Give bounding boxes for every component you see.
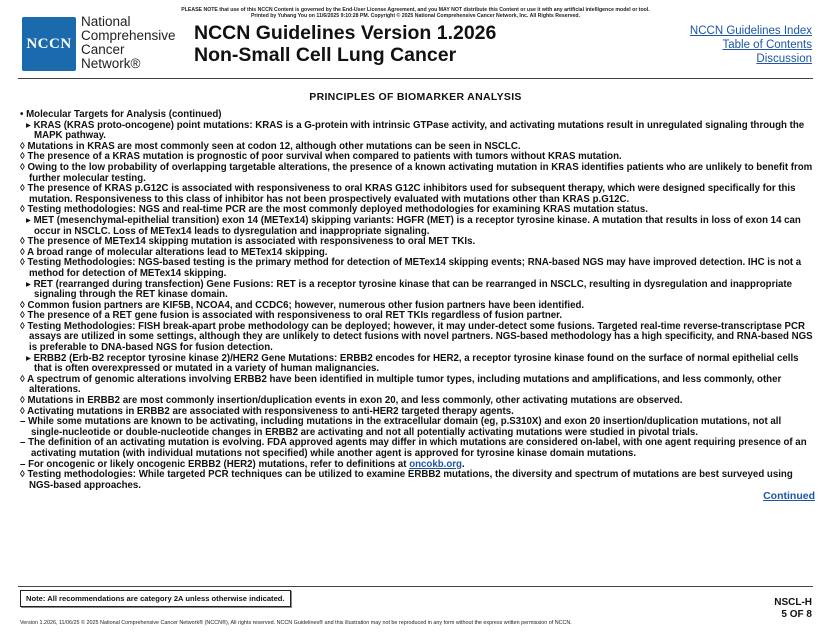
list-item: ◊ The presence of KRAS p.G12C is associated with responsiveness to oral KRAS G12C inhibitors used for subsequent therapy, which were designed specifically for this mutation. Responsiveness to this class of inhibitor has not been prospectively evaluated with mutations other than KRAS p.G12C. [20,183,796,205]
copyright-footer: Version 1.2026, 11/06/25 © 2025 National Comprehensive Cancer Network® (NCCN®), All rights reserved. NCCN Guidelines® and this illustration may not be reproduced in any form without the express written permission of NCCN. [20,620,572,626]
kras-item-text: The presence of KRAS p.G12C is associated with responsiveness to oral KRAS G12C inhibitors used for subsequent therapy, which were designed specifically for this mutation. Responsiveness to this class of inhibitor has not been prospectively evaluated with mutations other than KRAS p.G12C. [27,183,796,205]
ret-item-text: Common fusion partners are KIF5B, NCOA4, and CCDC6; however, numerous other fusion partners have been identified. [27,299,585,311]
met-item-text: The presence of METex14 skipping mutation is associated with responsiveness to oral MET TKIs. [27,236,476,248]
list-item: ◊ Mutations in KRAS are most commonly seen at codon 12, although other mutations can be seen in NSCLC. [20,140,521,152]
erbb2-item-text: Mutations in ERBB2 are most commonly insertion/duplication events in exon 20, and less commonly, other activating mutations are observed. [27,395,683,407]
list-item: – While some mutations are known to be activating, including mutations in the extracellular domain (eg, p.S310X) and exon 20 insertion/duplication mutations, not all single-nucleotide or double-nucleotide changes in ERBB2 are activating and not all potentially activating mutations were studied in pivotal trials. [20,416,782,438]
footer-divider [18,586,813,587]
list-item: ◊ Mutations in ERBB2 are most commonly insertion/duplication events in exon 20, and less commonly, other activating mutations are observed. [20,395,683,407]
erbb2-intro: ▸ ERBB2 (Erb-B2 receptor tyrosine kinase 2)/HER2 Gene Mutations: ERBB2 encodes for HER2, a receptor tyrosine kinase found on the surface of normal epithelial cells that is often overexpressed or mutated in a variety of human malignancies. [26,352,799,375]
document-title [194,22,496,66]
guideline-version: NCCN Guidelines Version 1.2026 [194,22,497,44]
erbb2-subitem-text: The definition of an activating mutation is evolving. FDA approved agents may differ in which mutations are considered on-label, with one agent requiring presence of an activating mutation (with individual mutations not specified) while another agent is approved for tyrosine kinase domain mutations. [28,437,807,459]
met-intro-text: MET (mesenchymal-epithelial transition) exon 14 (METex14) skipping variants: HGFR (MET) is a receptor tyrosine kinase. A mutation that results in loss of exon 14 can occur in NSCLC. Loss of METex14 leads to dysregulation and inappropriate signaling. [33,214,801,237]
nccn-logo [22,17,76,71]
list-item: ◊ Owing to the low probability of overlapping targetable alterations, the presence of a known activating mutation in KRAS identifies patients who are unlikely to benefit from further molecular testing. [20,161,813,184]
list-item: ◊ Testing Methodologies: NGS-based testing is the primary method for detection of METex14 skipping events; RNA-based NGS may have improved detection. IHC is not a method for detection of METex14 skipping. [20,257,802,279]
page-count: 5 OF 8 [781,609,812,620]
continued-link[interactable]: Continued [763,490,815,503]
ret-intro-text: RET (rearranged during transfection) Gene Fusions: RET is a receptor tyrosine kinase that can be rearranged in NSCLC, resulting in dysregulation and inappropriate signaling through the RET kinase domain. [33,278,793,301]
logo-line: National [81,14,131,29]
navigation-links [690,24,812,66]
erbb2-item-text: A spectrum of genomic alterations involving ERBB2 have been identified in multiple tumor types, including mutations and amplifications, and less commonly, other alterations. [27,373,782,396]
main-content [20,110,815,503]
logo-line: Network® [81,56,141,71]
list-item: ◊ The presence of a RET gene fusion is associated with responsiveness to oral RET TKIs regardless of fusion partner. [20,310,563,322]
oncokb-link[interactable]: oncokb.org [409,458,462,470]
list-item: – The definition of an activating mutation is evolving. FDA approved agents may differ in which mutations are considered on-label, with one agent requiring presence of an activating mutation (with individual mutations not specified) while another agent is approved for tyrosine kinase domain mutations. [20,437,807,459]
met-item-text: A broad range of molecular alterations lead to METex14 skipping. [27,246,328,258]
kras-item-text: Mutations in KRAS are most commonly seen at codon 12, although other mutations can be seen in NSCLC. [27,140,521,152]
kras-item-text: Testing methodologies: NGS and real-time PCR are the most commonly deployed methodologies for examining KRAS mutation status. [27,204,648,216]
list-item: ◊ Testing methodologies: While targeted PCR techniques can be utilized to examine ERBB2 mutations, the diversity and spectrum of mutations are best surveyed using NGS-based approaches. [20,469,793,491]
ret-intro: ▸ RET (rearranged during transfection) Gene Fusions: RET is a receptor tyrosine kinase that can be rearranged in NSCLC, resulting in dysregulation and inappropriate signaling through the RET kinase domain. [26,278,793,301]
erbb2-item-text: Activating mutations in ERBB2 are associated with responsiveness to anti-HER2 targeted therapy agents. [27,405,514,417]
list-item: ◊ Testing methodologies: NGS and real-time PCR are the most commonly deployed methodologies for examining KRAS mutation status. [20,204,648,216]
erbb2-intro-text: ERBB2 (Erb-B2 receptor tyrosine kinase 2)/HER2 Gene Mutations: ERBB2 encodes for HER2, a receptor tyrosine kinase found on the surface of normal epithelial cells that is often overexpressed or mutated in a variety of human malignancies. [33,352,799,375]
ret-item-text: Testing Methodologies: FISH break-apart probe methodology can be deployed; however, it may under-detect some fusions. Targeted real-time reverse-transcriptase PCR assays are utilized in some settings, although they are unlikely to detect fusions with novel partners. NGS-based methodology has a high specificity, and RNA-based NGS is preferable to DNA-based NGS for fusion detection. [27,320,813,354]
list-item: • Molecular Targets for Analysis (continued) [20,109,222,120]
list-item: ◊ Testing Methodologies: FISH break-apart probe methodology can be deployed; however, it may under-detect some fusions. Targeted real-time reverse-transcriptase PCR assays are utilized in some settings, although they are unlikely to detect fusions with novel partners. NGS-based methodology has a high specificity, and RNA-based NGS is preferable to DNA-based NGS for fusion detection. [20,320,813,354]
erbb2-testing-text: Testing methodologies: While targeted PCR techniques can be utilized to examine ERBB2 mutations, the diversity and spectrum of mutations are best surveyed using NGS-based approaches. [27,469,793,491]
page-code: NSCL-H [774,597,812,608]
ret-item-text: The presence of a RET gene fusion is associated with responsiveness to oral RET TKIs regardless of fusion partner. [27,310,563,322]
met-intro: ▸ MET (mesenchymal-epithelial transition) exon 14 (METex14) skipping variants: HGFR (MET) is a receptor tyrosine kinase. A mutation that results in loss of exon 14 can occur in NSCLC. Loss of METex14 leads to dysregulation and inappropriate signaling. [26,214,801,237]
logo-line: Cancer [81,42,125,57]
logo-abbrev: NCCN [26,35,72,52]
kras-intro-text: KRAS (KRAS proto-oncogene) point mutations: KRAS is a G-protein with intrinsic GTPase activity, and activating mutations result in unregulated signaling through the MAPK pathway. [33,119,805,142]
license-notice-line: PLEASE NOTE that use of this NCCN Content is governed by the End-User License Agreement, and you MAY NOT distribute this Content or use it with any artificial intelligence model or tool. [181,7,650,13]
met-item-text: Testing Methodologies: NGS-based testing is the primary method for detection of METex14 skipping events; RNA-based NGS may have improved detection. IHC is not a method for detection of METex14 skipping. [27,257,802,279]
logo-wordmark [81,15,176,71]
erbb2-subitem-text: While some mutations are known to be activating, including mutations in the extracellular domain (eg, p.S310X) and exon 20 insertion/duplication mutations, not all single-nucleotide or double-nucleotide changes in ERBB2 are activating and not all potentially activating mutations were studied in pivotal trials. [28,416,782,438]
page-identifier [774,597,812,621]
header-divider [18,78,813,79]
logo-line: Comprehensive [81,28,176,43]
guidelines-index-link[interactable]: NCCN Guidelines Index [689,25,812,37]
list-item: ◊ Common fusion partners are KIF5B, NCOA4, and CCDC6; however, numerous other fusion partners have been identified. [20,299,585,311]
kras-item-text: The presence of a KRAS mutation is prognostic of poor survival when compared to patients with tumors without KRAS mutation. [27,151,622,163]
category-note: Note: All recommendations are category 2A unless otherwise indicated. [20,590,291,607]
print-info-line: Printed by Yuhang You on 11/6/2025 9:10:28 PM. Copyright © 2025 National Comprehensive Cancer Network, Inc. All Rights Reserved. [250,13,581,19]
list-item: ◊ The presence of METex14 skipping mutation is associated with responsiveness to oral MET TKIs. [20,236,476,248]
list-item: ◊ A broad range of molecular alterations lead to METex14 skipping. [20,246,328,258]
discussion-link[interactable]: Discussion [756,53,812,65]
table-of-contents-link[interactable]: Table of Contents [722,39,812,51]
list-item: ◊ The presence of a KRAS mutation is prognostic of poor survival when compared to patients with tumors without KRAS mutation. [20,151,622,163]
erbb2-subitem-text: For oncogenic or likely oncogenic ERBB2 (HER2) mutations, refer to definitions at [28,458,410,470]
cancer-type: Non-Small Cell Lung Cancer [194,44,457,66]
list-item: ◊ Activating mutations in ERBB2 are associated with responsiveness to anti-HER2 targeted therapy agents. [20,405,514,417]
section-heading: Molecular Targets for Analysis (continued) [26,109,222,120]
continued-row [20,491,815,503]
kras-item-text: Owing to the low probability of overlapping targetable alterations, the presence of a known activating mutation in KRAS identifies patients who are unlikely to benefit from further molecular testing. [27,161,813,184]
list-item: ◊ A spectrum of genomic alterations involving ERBB2 have been identified in multiple tumor types, including mutations and amplifications, and less commonly, other alterations. [20,373,782,396]
kras-intro: ▸ KRAS (KRAS proto-oncogene) point mutations: KRAS is a G-protein with intrinsic GTPase activity, and activating mutations result in unregulated signaling through the MAPK pathway. [26,119,805,142]
list-item: – For oncogenic or likely oncogenic ERBB2 (HER2) mutations, refer to definitions at oncokb.org. [20,458,465,470]
section-title: PRINCIPLES OF BIOMARKER ANALYSIS [309,91,522,103]
